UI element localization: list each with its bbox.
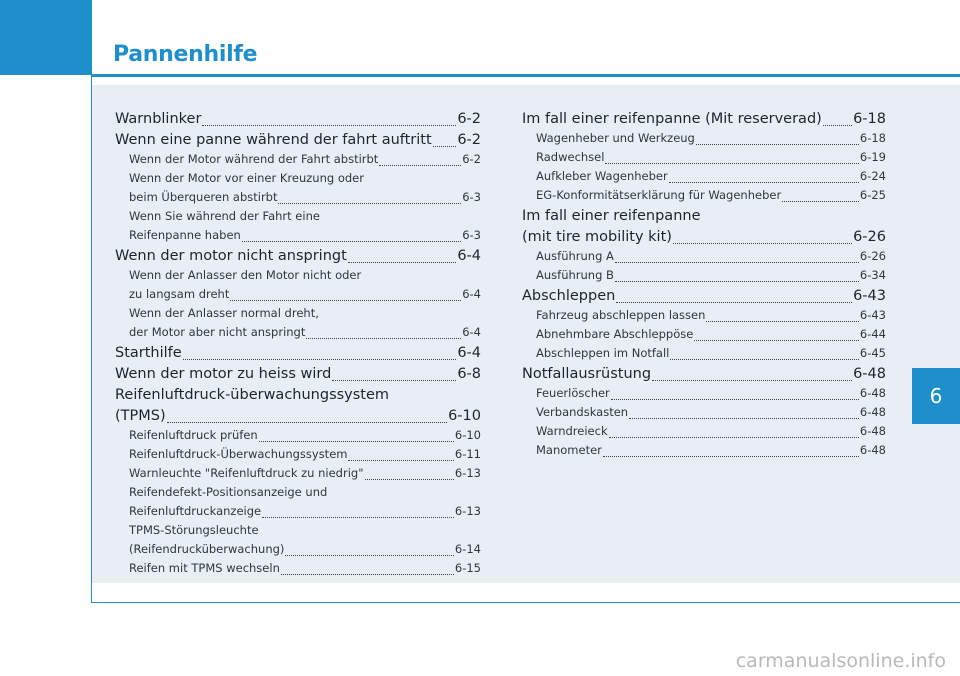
dot-leader [379,165,461,166]
dot-leader [278,203,461,204]
dot-leader [611,399,859,400]
toc-entry-page: 6-48 [859,443,886,457]
toc-entry-label: Warnblinker [115,111,202,127]
toc-entry-label: Abschleppen im Notfall [536,346,670,360]
dot-leader [242,241,461,242]
toc-entry-page: 6-48 [859,386,886,400]
toc-entry-page: 6-26 [859,249,886,263]
toc-subsection-entry[interactable] [115,445,481,464]
dot-leader [673,243,852,244]
toc-subsection-entry[interactable] [115,426,481,445]
toc-entry-page: 6-15 [454,561,481,575]
dot-leader [365,479,454,480]
toc-entry-page: 6-43 [859,308,886,322]
toc-entry-page: 6-13 [454,466,481,480]
dot-leader [615,262,859,263]
toc-entry-page: 6-48 [853,366,886,382]
toc-subsection-entry[interactable] [115,559,481,578]
toc-subsection-entry[interactable] [115,188,481,207]
dot-leader [615,281,859,282]
toc-entry-label: Fahrzeug abschleppen lassen [536,308,706,322]
toc-entry-page: 6-10 [448,408,481,424]
toc-entry-label: zu langsam dreht [129,287,230,301]
toc-subsection-entry[interactable] [522,325,886,344]
toc-section-entry[interactable] [522,364,886,384]
dot-leader [183,359,457,360]
dot-leader [605,163,858,164]
toc-section-entry[interactable] [115,343,481,363]
toc-subsection-entry[interactable] [522,167,886,186]
toc-entry-page: 6-18 [859,131,886,145]
toc-section-entry[interactable] [522,286,886,306]
dot-leader [306,338,461,339]
toc-entry-label: Manometer [536,443,602,457]
toc-subsection-entry[interactable] [115,226,481,245]
toc-entry-page: 6-11 [454,447,481,461]
toc-entry-page: 6-4 [457,345,481,361]
toc-entry-label: Reifenpanne haben [129,228,241,242]
title-underline [91,74,960,77]
toc-entry-label: der Motor aber nicht anspringt [129,325,306,339]
toc-entry-label: (Reifendrucküberwachung) [129,542,285,556]
dot-leader [823,125,852,126]
toc-subsection-entry[interactable] [115,502,481,521]
toc-right-column [522,108,886,460]
toc-entry-title-line: TPMS-Störungsleuchte [129,523,259,537]
toc-entry-label: Wenn eine panne während der fahrt auftritt [115,132,432,148]
toc-entry-label: Warnleuchte "Reifenluftdruck zu niedrig" [129,466,364,480]
toc-entry-label: Reifenluftdruck-Überwachungssystem [129,447,348,461]
toc-entry-label: Aufkleber Wagenheber [536,169,668,183]
dot-leader [670,359,859,360]
toc-section-entry[interactable] [115,109,481,129]
dot-leader [348,262,457,263]
toc-section-entry[interactable] [115,246,481,266]
toc-entry-label: Notfallausrüstung [522,366,652,382]
toc-entry-page: 6-3 [462,228,481,242]
toc-entry-page: 6-48 [859,424,886,438]
toc-entry-label: Abschleppen [522,288,616,304]
toc-entry-label: Reifen mit TPMS wechseln [129,561,280,575]
toc-entry-label: Feuerlöscher [536,386,610,400]
toc-section-entry[interactable] [115,406,481,426]
toc-entry-label: Wenn der Motor während der Fahrt abstirbt [129,152,379,166]
dot-leader [259,441,454,442]
toc-entry-label: Ausführung B [536,268,614,282]
page-title: Pannenhilfe [113,42,258,67]
watermark: carmanualsonline.info [735,650,946,672]
toc-subsection-entry[interactable] [522,148,886,167]
dot-leader [348,460,453,461]
toc-entry-page: 6-18 [853,111,886,127]
toc-entry-title-line: Reifenluftdruck-überwachungssystem [115,387,390,403]
dot-leader [332,380,456,381]
dot-leader [230,300,461,301]
toc-entry-title-line: Wenn der Anlasser den Motor nicht oder [129,268,362,282]
dot-leader [782,201,859,202]
toc-entry-page: 6-34 [859,268,886,282]
toc-entry-page: 6-25 [859,188,886,202]
dot-leader [706,321,858,322]
toc-subsection-entry[interactable] [522,384,886,403]
toc-subsection-entry[interactable] [522,129,886,148]
toc-subsection-entry[interactable] [522,186,886,205]
dot-leader [202,125,456,126]
toc-entry-label: Verbandskasten [536,405,629,419]
toc-entry-page: 6-45 [859,346,886,360]
toc-entry-label: Reifenluftdruckanzeige [129,504,262,518]
toc-entry-label: Warndreieck [536,424,608,438]
toc-entry-label: Wenn der motor nicht anspringt [115,248,347,264]
toc-entry-page: 6-4 [462,287,481,301]
dot-leader [603,456,859,457]
dot-leader [694,340,859,341]
chapter-tab[interactable]: 6 [912,368,960,424]
toc-entry-page: 6-3 [462,190,481,204]
toc-entry-label: Wenn der motor zu heiss wird [115,366,332,382]
toc-section-entry[interactable] [522,227,886,247]
toc-entry-page: 6-48 [859,405,886,419]
toc-entry-label: Im fall einer reifenpanne (Mit reserverad) [522,111,822,127]
toc-entry-label: Reifenluftdruck prüfen [129,428,258,442]
dot-leader [696,144,859,145]
toc-subsection-entry[interactable] [522,266,886,285]
toc-subsection-entry[interactable] [522,441,886,460]
toc-subsection-entry[interactable] [115,285,481,304]
bottom-rule [91,602,960,603]
dot-leader [616,302,852,303]
toc-subsection-entry[interactable] [522,306,886,325]
toc-subsection-entry[interactable] [115,323,481,342]
toc-entry-title-line: Im fall einer reifenpanne [522,208,701,224]
toc-entry-page: 6-2 [462,152,481,166]
corner-block [0,0,91,75]
toc-entry-label: Wagenheber und Werkzeug [536,131,695,145]
toc-entry-page: 6-44 [859,327,886,341]
toc-section-entry[interactable] [522,109,886,129]
dot-leader [609,437,859,438]
toc-entry-page: 6-43 [853,288,886,304]
toc-entry-title-line: Reifendefekt-Positionsanzeige und [129,485,328,499]
toc-subsection-entry[interactable] [522,247,886,266]
toc-entry-label: Starthilfe [115,345,182,361]
toc-entry-label: Abnehmbare Abschleppöse [536,327,694,341]
dot-leader [669,182,859,183]
toc-subsection-entry[interactable] [115,540,481,559]
toc-entry-page: 6-24 [859,169,886,183]
toc-entry-page: 6-13 [454,504,481,518]
toc-subsection-entry[interactable] [115,464,481,483]
toc-section-entry[interactable] [115,130,481,150]
toc-entry-label: (mit tire mobility kit) [522,229,672,245]
toc-entry-page: 6-26 [853,229,886,245]
dot-leader [281,574,454,575]
toc-entry-label: EG-Konformitätserklärung für Wagenheber [536,188,782,202]
toc-entry-label: Radwechsel [536,150,605,164]
toc-left-column [115,108,481,578]
toc-entry-title-line: Wenn der Motor vor einer Kreuzung oder [129,171,364,185]
toc-entry-page: 6-4 [462,325,481,339]
toc-entry-label: beim Überqueren abstirbt [129,190,278,204]
dot-leader [629,418,859,419]
toc-entry-page: 6-4 [457,248,481,264]
toc-entry-title-line: Wenn Sie während der Fahrt eine [129,209,320,223]
dot-leader [652,380,852,381]
toc-section-entry[interactable] [115,364,481,384]
toc-entry-page: 6-2 [457,132,481,148]
dot-leader [167,422,447,423]
toc-subsection-entry[interactable] [522,422,886,441]
toc-entry-label: (TPMS) [115,408,166,424]
toc-entry-page: 6-8 [457,366,481,382]
toc-entry-title-line: Wenn der Anlasser normal dreht, [129,306,319,320]
toc-entry-page: 6-10 [454,428,481,442]
toc-subsection-entry[interactable] [522,344,886,363]
toc-entry-page: 6-2 [457,111,481,127]
toc-entry-label: Ausführung A [536,249,614,263]
dot-leader [285,555,453,556]
toc-subsection-entry[interactable] [115,150,481,169]
toc-subsection-entry[interactable] [522,403,886,422]
dot-leader [262,517,454,518]
toc-entry-page: 6-19 [859,150,886,164]
dot-leader [433,146,457,147]
toc-entry-page: 6-14 [454,542,481,556]
